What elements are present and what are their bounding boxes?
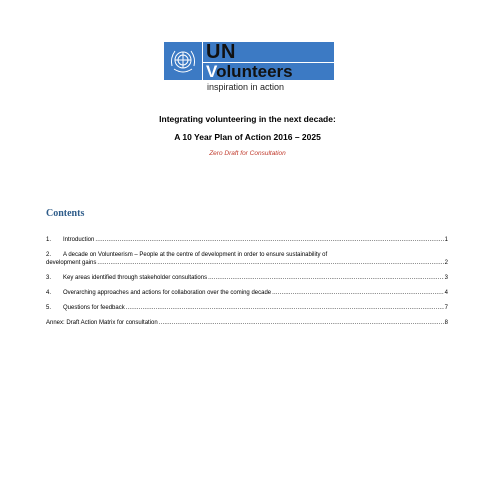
toc-title-continued: development gains	[46, 260, 97, 266]
toc-title: A decade on Volunteerism – People at the centre of development in order to ensure sustainability of	[63, 252, 328, 258]
logo-v-letter: V	[206, 62, 217, 81]
table-of-contents	[46, 236, 448, 334]
toc-leader	[95, 236, 443, 244]
logo-volunteers-rest: olunteers	[216, 62, 293, 81]
toc-entry[interactable]	[46, 304, 448, 312]
toc-title: Annex: Draft Action Matrix for consultation	[46, 320, 158, 326]
toc-page: 1	[444, 237, 448, 243]
toc-page: 3	[444, 275, 448, 281]
toc-entry[interactable]	[46, 274, 448, 282]
toc-entry[interactable]	[46, 289, 448, 297]
un-emblem-icon	[164, 42, 202, 80]
toc-number: 5.	[46, 305, 52, 311]
toc-leader	[126, 304, 444, 312]
logo-tagline: inspiration in action	[207, 82, 285, 92]
document-title-line2: A 10 Year Plan of Action 2016 – 2025	[174, 132, 321, 142]
toc-page: 8	[444, 320, 448, 326]
toc-leader	[97, 259, 443, 267]
toc-number: 4.	[46, 290, 52, 296]
toc-leader	[208, 274, 444, 282]
logo-un-text: UN	[203, 42, 334, 62]
toc-title: Overarching approaches and actions for collaboration over the coming decade	[63, 290, 272, 296]
toc-leader	[159, 319, 444, 327]
toc-leader	[272, 289, 444, 297]
toc-number: 1.	[46, 237, 52, 243]
toc-number: 2.	[46, 252, 52, 258]
toc-title: Key areas identified through stakeholder consultations	[63, 275, 208, 281]
document-title-line1: Integrating volunteering in the next decade:	[159, 114, 336, 124]
toc-title: Introduction	[63, 237, 95, 243]
unv-logo	[164, 42, 334, 92]
toc-number: 3.	[46, 275, 52, 281]
logo-volunteers-text	[203, 63, 334, 80]
contents-heading: Contents	[46, 208, 85, 219]
toc-page: 7	[444, 305, 448, 311]
toc-entry[interactable]	[46, 236, 448, 244]
toc-page: 2	[444, 260, 448, 266]
draft-note: Zero Draft for Consultation	[209, 150, 286, 157]
toc-entry[interactable]	[46, 319, 448, 327]
toc-title: Questions for feedback	[63, 305, 125, 311]
toc-entry[interactable]	[46, 251, 448, 267]
toc-page: 4	[444, 290, 448, 296]
